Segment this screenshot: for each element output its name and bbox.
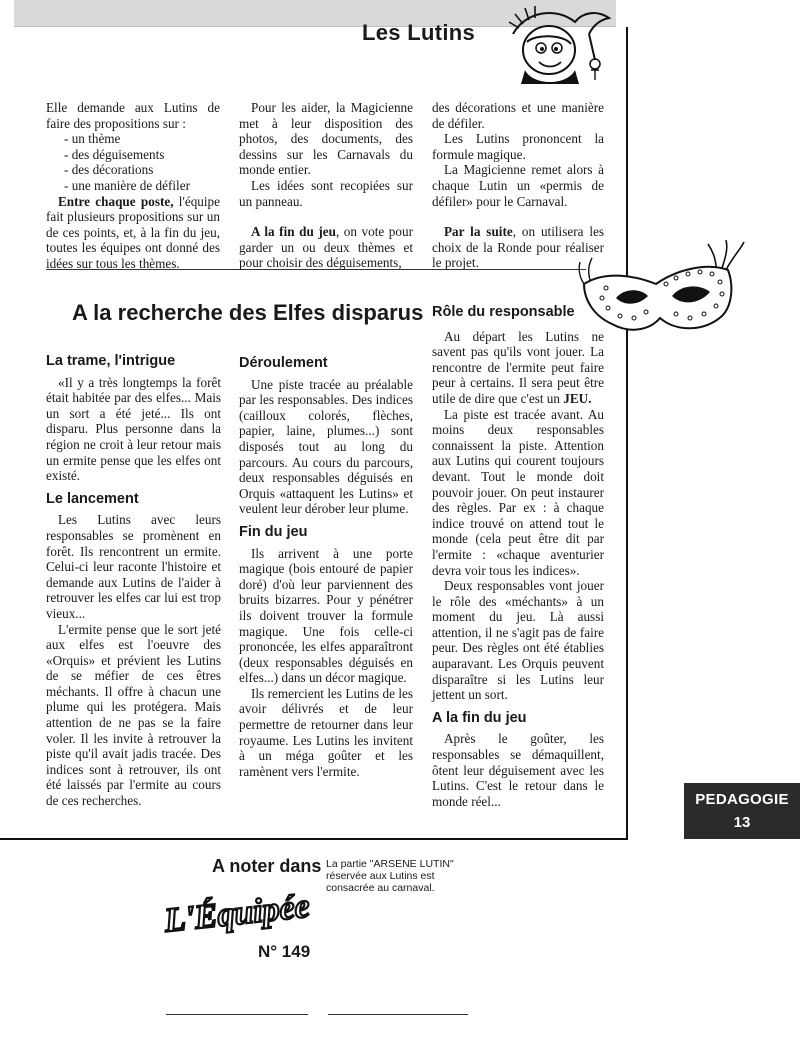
intro-paragraph: Pour les aider, la Magicienne met à leur disposition des photos, des documents, des dessins sur les Carnavals du monde entier. (239, 100, 413, 178)
logo-text: L'Équipée (162, 887, 312, 940)
intro-column-2 (239, 100, 413, 271)
intro-paragraph: La Magicienne remet alors à chaque Lutin un «permis de défiler» pour le Carnaval. (432, 162, 604, 209)
intro-column-1 (46, 100, 220, 272)
afin-text: Après le goûter, les responsables se démaquillent, ôtent leur déguisement avec les Lutins. C'est le retour dans le monde réel... (432, 731, 604, 809)
section-heading-role: Rôle du responsable (432, 304, 575, 320)
fin-paragraph: Ils remercient les Lutins de les avoir délivrés et de leur permettre de retourner dans leur royaume. Les Lutins les invitent à un méga goûter et les ramènent vers l'ermite. (239, 685, 413, 779)
article-column-3 (432, 305, 604, 809)
issue-number: N° 149 (258, 942, 311, 961)
lancement-paragraph: L'ermite pense que le sort jeté aux elfes est l'oeuvre des «Orquis» et prévient les Lutins de se méfier de ces êtres méchants. Il offre à chacun une plume qui les protégera. Mais attention de ne pas se la faire voler. Il les invite à retrouver la piste qu'il avait jadis tracée. Des indices sont à retrouver, ils ont été laissés par l'ermite au cours de ces recherches. (46, 621, 221, 809)
footer-rule-left (166, 1014, 308, 1015)
lutin-illustration (505, 4, 617, 90)
section-heading-deroulement: Déroulement (239, 355, 328, 371)
intro-paragraph: A la fin du jeu, on vote pour garder un ou deux thèmes et pour choisir des déguisements, (239, 224, 413, 271)
list-item: - un thème (64, 131, 220, 147)
section-heading-fin: Fin du jeu (239, 523, 308, 540)
section-heading-afin: A la fin du jeu (432, 709, 527, 726)
intro-text: Elle demande aux Lutins de faire des propositions sur : (46, 100, 220, 131)
article-title: A la recherche des Elfes disparus (72, 300, 424, 325)
footer-note: La partie "ARSENE LUTIN" réservée aux Lutins est consacrée au carnaval. (326, 858, 454, 894)
role-paragraph: Deux responsables vont jouer le rôle des «méchants» à un moment du jeu. Là aussi attention, il ne s'agit pas de faire peur. Des règles ont été établies auparavant. Les Orquis peuvent disparaître si les Lutins leur jettent un sort. (432, 578, 604, 703)
list-item: - des déguisements (64, 147, 220, 163)
intro-paragraph: Les idées sont recopiées sur un panneau. (239, 177, 413, 209)
page-title: Les Lutins (362, 20, 476, 45)
fin-paragraph: Ils arrivent à une porte magique (bois entouré de papier doré) d'où leur parviennent des bruits bizarres. Pour y pénétrer ils doivent trouver la formule magique. Une fois celle-ci prononcée, les elfes apparaîtront (deux responsables déguisés en elfes...) dans un décor magique. (239, 545, 413, 686)
lancement-paragraph: Les Lutins avec leurs responsables se promènent en forêt. Ils rencontrent un ermite. Celui-ci leur raconte l'histoire et demande aux Lutins de l'aider à retrouver les elfes car lui est trop vieux... (46, 512, 221, 621)
list-item: - des décorations (64, 162, 220, 178)
equipee-logo (158, 880, 318, 940)
page-frame-right (626, 27, 628, 840)
role-paragraph: La piste est tracée avant. Au moins deux responsables connaissent la piste. Attention aux Lutins qui courent toujours devant. Tout le monde doit pouvoir jouer. On peut instaurer des règles. Par ex : à chaque indice trouvé on attend tout le monde (cela peut être dit par l'ermite : «chaque aventurier devra voir tous les indices». (432, 406, 604, 578)
proposal-list (46, 131, 220, 193)
article-column-2 (239, 356, 413, 779)
role-paragraph: Au départ les Lutins ne savent pas qu'ils vont jouer. La rencontre de l'ermite peut faire peur à certains. Il sera peut être utile de dire que c'est un JEU. (432, 328, 604, 406)
equipee-logo-graphic (158, 880, 318, 940)
section-heading-trame: La trame, l'intrigue (46, 353, 176, 369)
list-item: - une manière de défiler (64, 178, 220, 194)
intro-paragraph: Les Lutins prononcent la formule magique. (432, 131, 604, 162)
section-badge (684, 783, 800, 839)
section-label: PEDAGOGIE (695, 791, 789, 808)
page-number: 13 (733, 814, 751, 831)
intro-paragraph: Par la suite, on utilisera les choix de la Ronde pour réaliser le projet. (432, 224, 604, 271)
article-column-1 (46, 354, 221, 809)
footer-rule-right (328, 1014, 468, 1015)
deroulement-text: Une piste tracée au préalable par les responsables. Des indices (cailloux colorés, flèches, papier, laine, plumes...) sont disposés tout au long du parcours. Au cours du parcours, deux responsables déguisés en Orquis «attaquent les Lutins» et veulent leur dérober leur plume. (239, 376, 413, 517)
trame-text: «Il y a très longtemps la forêt était habitée par des elfes... Mais un sort a été jeté... Ils ont disparu. Plus personne dans la région ne croit à leur retour mais un ermite pense que les elfes ont existé. (46, 374, 221, 484)
section-heading-lancement: Le lancement (46, 490, 139, 507)
intro-paragraph: des décorations et une manière de défiler. (432, 100, 604, 131)
intro-paragraph: Entre chaque poste, l'équipe fait plusieurs propositions sur un de ces points, et, à la fin du jeu, toutes les équipes ont donné des idées sur tous les thèmes. (46, 193, 220, 271)
page-frame-bottom (0, 838, 628, 840)
footer-a-noter: A noter dans (212, 856, 322, 876)
